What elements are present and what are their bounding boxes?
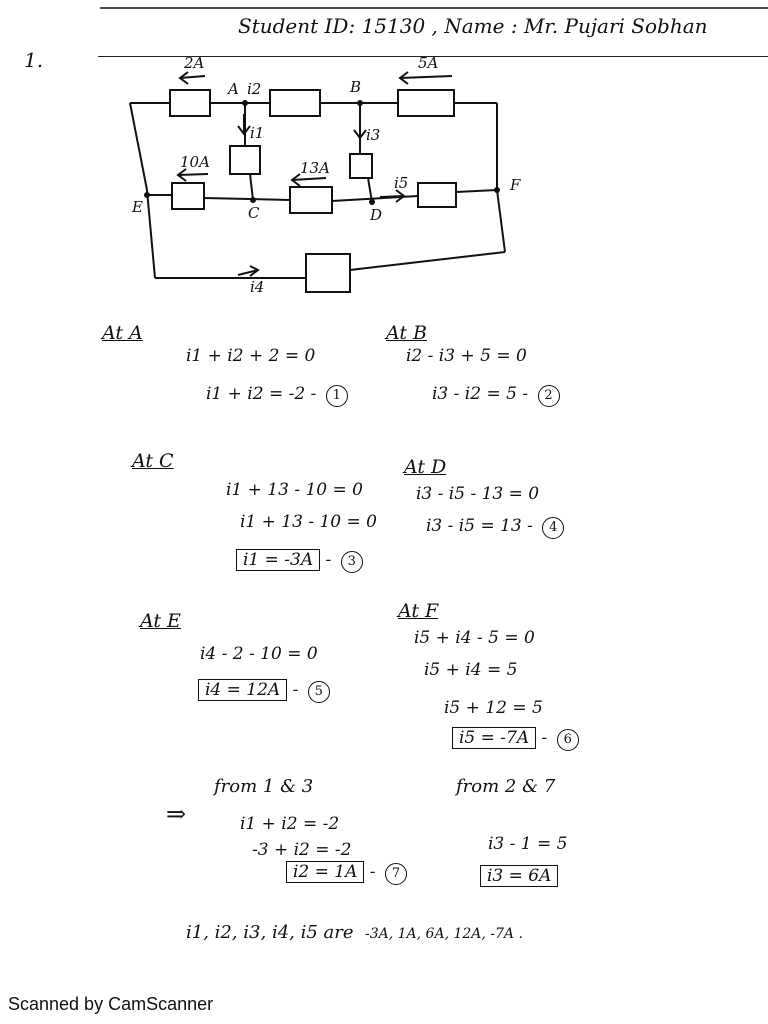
eq-c-line1: i1 + 13 - 10 = 0 bbox=[226, 480, 363, 500]
scanner-watermark: Scanned by CamScanner bbox=[8, 994, 214, 1014]
heading-at-e: At E bbox=[140, 610, 181, 632]
resistor-ec bbox=[172, 183, 204, 209]
final-answer: i1, i2, i3, i4, i5 are -3A, 1A, 6A, 12A, -7A . bbox=[186, 922, 523, 943]
tag-1: 1 bbox=[326, 385, 348, 407]
resistor-bd bbox=[350, 154, 372, 178]
resistor-df bbox=[418, 183, 456, 207]
label-i5: i5 bbox=[394, 174, 409, 192]
eq-b-line2: i3 - i2 = 5 - 2 bbox=[432, 384, 560, 407]
heading-from-2-7: from 2 & 7 bbox=[456, 776, 556, 797]
tag-4: 4 bbox=[542, 517, 564, 539]
node-c: C bbox=[248, 204, 260, 222]
eq-c-line2: i1 + 13 - 10 = 0 bbox=[240, 512, 377, 532]
node-a: A bbox=[228, 80, 239, 98]
question-number: 1. bbox=[24, 48, 44, 72]
node-d: D bbox=[370, 206, 383, 224]
heading-at-d: At D bbox=[404, 456, 447, 478]
final-values: -3A, 1A, 6A, 12A, -7A . bbox=[364, 926, 523, 942]
resistor-top-3 bbox=[398, 90, 454, 116]
result-i4: i4 = 12A bbox=[198, 679, 287, 701]
node-e: E bbox=[132, 198, 143, 216]
result-i2: i2 = 1A bbox=[286, 861, 364, 883]
resistor-cd bbox=[290, 187, 332, 213]
eq-c-result: i1 = -3A - 3 bbox=[236, 550, 363, 573]
eq-27-result bbox=[480, 866, 558, 886]
eq-13-line1: i1 + i2 = -2 bbox=[240, 814, 340, 834]
header-student-info: Student ID: 15130 , Name : Mr. Pujari Sobhan bbox=[238, 14, 708, 38]
implies-arrow: ⇒ bbox=[166, 800, 187, 828]
result-i5: i5 = -7A bbox=[452, 727, 536, 749]
tag-6: 6 bbox=[557, 729, 579, 751]
tag-5: 5 bbox=[308, 681, 330, 703]
label-i4: i4 bbox=[250, 278, 265, 296]
label-2a: 2A bbox=[184, 54, 205, 72]
heading-at-c: At C bbox=[132, 450, 174, 472]
eq-d-line1: i3 - i5 - 13 = 0 bbox=[416, 484, 540, 504]
label-5a: 5A bbox=[418, 54, 439, 72]
resistor-top-2 bbox=[270, 90, 320, 116]
heading-at-b: At B bbox=[386, 322, 428, 344]
label-10a: 10A bbox=[180, 153, 210, 171]
tag-3: 3 bbox=[341, 551, 363, 573]
eq-13-line2: -3 + i2 = -2 bbox=[252, 840, 352, 860]
result-i1: i1 = -3A bbox=[236, 549, 320, 571]
label-i3: i3 bbox=[366, 126, 381, 144]
eq-e-line1: i4 - 2 - 10 = 0 bbox=[200, 644, 318, 664]
node-b: B bbox=[350, 78, 362, 96]
eq-f-line2: i5 + i4 = 5 bbox=[424, 660, 518, 680]
eq-27-line1: i3 - 1 = 5 bbox=[488, 834, 568, 854]
node-f: F bbox=[510, 176, 521, 194]
tag-2: 2 bbox=[538, 385, 560, 407]
label-13a: 13A bbox=[300, 159, 330, 177]
eq-b-line1: i2 - i3 + 5 = 0 bbox=[406, 346, 527, 366]
eq-a-line2: i1 + i2 = -2 - 1 bbox=[206, 384, 348, 407]
label-i1: i1 bbox=[250, 124, 265, 142]
eq-f-result: i5 = -7A - 6 bbox=[452, 728, 579, 751]
eq-f-line3: i5 + 12 = 5 bbox=[444, 698, 543, 718]
heading-at-a: At A bbox=[102, 322, 143, 344]
resistor-bottom bbox=[306, 254, 350, 292]
heading-from-1-3: from 1 & 3 bbox=[214, 776, 314, 797]
eq-13-result: i2 = 1A - 7 bbox=[286, 862, 407, 885]
label-i2: i2 bbox=[247, 80, 262, 98]
eq-a-line1: i1 + i2 + 2 = 0 bbox=[186, 346, 316, 366]
eq-d-line2: i3 - i5 = 13 - 4 bbox=[426, 516, 564, 539]
tag-7: 7 bbox=[385, 863, 407, 885]
result-i3: i3 = 6A bbox=[480, 865, 558, 887]
heading-at-f: At F bbox=[398, 600, 439, 622]
eq-e-result: i4 = 12A - 5 bbox=[198, 680, 330, 703]
resistor-ac bbox=[230, 146, 260, 174]
eq-f-line1: i5 + i4 - 5 = 0 bbox=[414, 628, 535, 648]
resistor-top-1 bbox=[170, 90, 210, 116]
